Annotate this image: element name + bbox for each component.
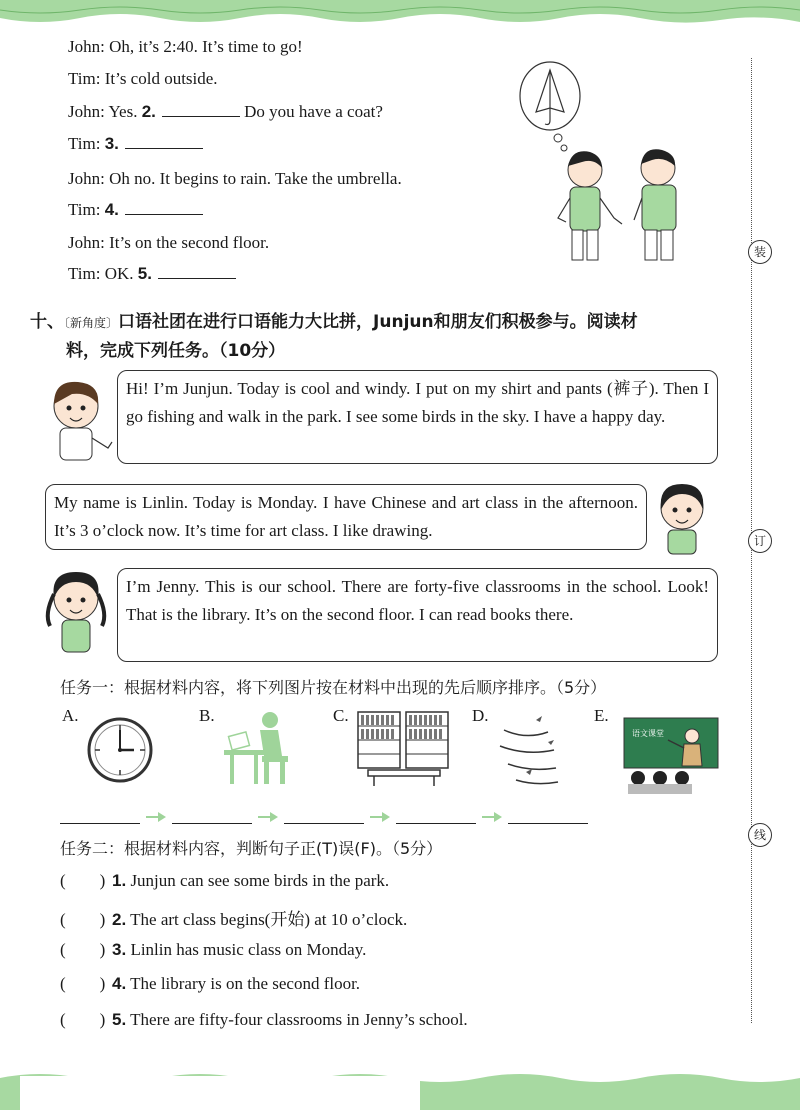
tf-answer-box-4[interactable]: ( ) [60,974,106,993]
two-boys-umbrella-illustration [510,58,700,268]
classroom-picture [622,716,720,794]
answer-blank-4[interactable] [125,200,203,215]
dialogue-line-7: John: It’s on the second floor. [68,233,270,252]
blank-number-2: 2. [141,102,156,121]
margin-stamp-1: 装 [748,240,772,264]
junjun-avatar [40,372,116,464]
margin-stamp-2: 订 [748,529,772,553]
order-blank-5[interactable] [508,823,588,824]
option-a-label: A. [62,706,79,725]
option-e-label: E. [594,706,609,725]
passage-jenny: I’m Jenny. This is our school. There are forty-five classrooms in the school. Look! That is the library. It’s on the second floor. I can read books there. [117,568,718,662]
library-picture [356,710,452,788]
tf-answer-box-5[interactable]: ( ) [60,1010,106,1029]
passage-junjun: Hi! I’m Junjun. Today is cool and windy. I put on my shirt and pants (裤子). Then I go fishing and walk in the park. I see some birds in the sky. I have a happy day. [117,370,718,464]
blank-number-5: 5. [137,264,152,283]
blank-number-3: 3. [104,134,119,153]
dialogue-line-4: Tim: 3. [68,134,203,154]
margin-stamp-3: 线 [748,823,772,847]
order-blank-1[interactable] [60,823,140,824]
dialogue-line-6: Tim: 4. [68,200,203,220]
answer-blank-3[interactable] [125,134,203,149]
section-tag: 新角度 [70,316,107,330]
order-blank-4[interactable] [396,823,476,824]
answer-blank-5[interactable] [158,264,236,279]
arrow-icon [370,812,390,822]
tf-answer-box-3[interactable]: ( ) [60,940,106,959]
top-border [0,0,800,30]
arrow-icon [258,812,278,822]
tf-item-5: ( ) 5. There are fifty-four classrooms in Jenny’s school. [60,1010,468,1029]
passage-linlin: My name is Linlin. Today is Monday. I have Chinese and art class in the afternoon. It’s 3 o’clock now. It’s time for art class. I like drawing. [45,484,647,550]
dialogue-line-2: Tim: It’s cold outside. [68,69,218,88]
option-c-label: C. [333,706,349,725]
tf-answer-box-1[interactable]: ( ) [60,871,106,890]
order-blank-2[interactable] [172,823,252,824]
drawing-at-desk-picture [220,708,298,788]
dialogue-line-8: Tim: OK. 5. [68,264,236,284]
dialogue-line-3: John: Yes. 2. Do you have a coat? [68,102,383,121]
linlin-avatar [650,476,714,556]
tf-answer-box-2[interactable]: ( ) [60,910,106,929]
board-text: 语文课堂 [632,729,664,738]
tf-item-4: ( ) 4. The library is on the second floor. [60,974,361,993]
task1-title: 任务一：根据材料内容，将下列图片按在材料中出现的先后顺序排序。（5分） [60,678,607,697]
answer-blank-2[interactable] [162,102,240,117]
option-d-label: D. [472,706,489,725]
bottom-border [0,1066,800,1110]
clock-picture [86,716,154,784]
windy-picture [496,710,566,790]
tf-item-1: ( ) 1. Junjun can see some birds in the park. [60,871,390,890]
section-title: 十、〔新角度〕口语社团在进行口语能力大比拼，Junjun和朋友们积极参与。阅读材 [30,312,638,332]
task2-title: 任务二：根据材料内容，判断句子正(T)误(F)。（5分） [60,839,443,858]
arrow-icon [482,812,502,822]
section-title-cont: 料，完成下列任务。（10分） [66,341,286,361]
arrow-icon [146,812,166,822]
blank-number-4: 4. [104,200,119,219]
order-blank-3[interactable] [284,823,364,824]
tf-item-2: ( ) 2. The art class begins(开始) at 10 o’clock. [60,910,408,929]
dialogue-line-1: John: Oh, it’s 2:40. It’s time to go! [68,37,303,56]
jenny-avatar [40,564,116,656]
option-b-label: B. [199,706,215,725]
tf-item-3: ( ) 3. Linlin has music class on Monday. [60,940,367,959]
dialogue-line-5: John: Oh no. It begins to rain. Take the umbrella. [68,169,402,188]
